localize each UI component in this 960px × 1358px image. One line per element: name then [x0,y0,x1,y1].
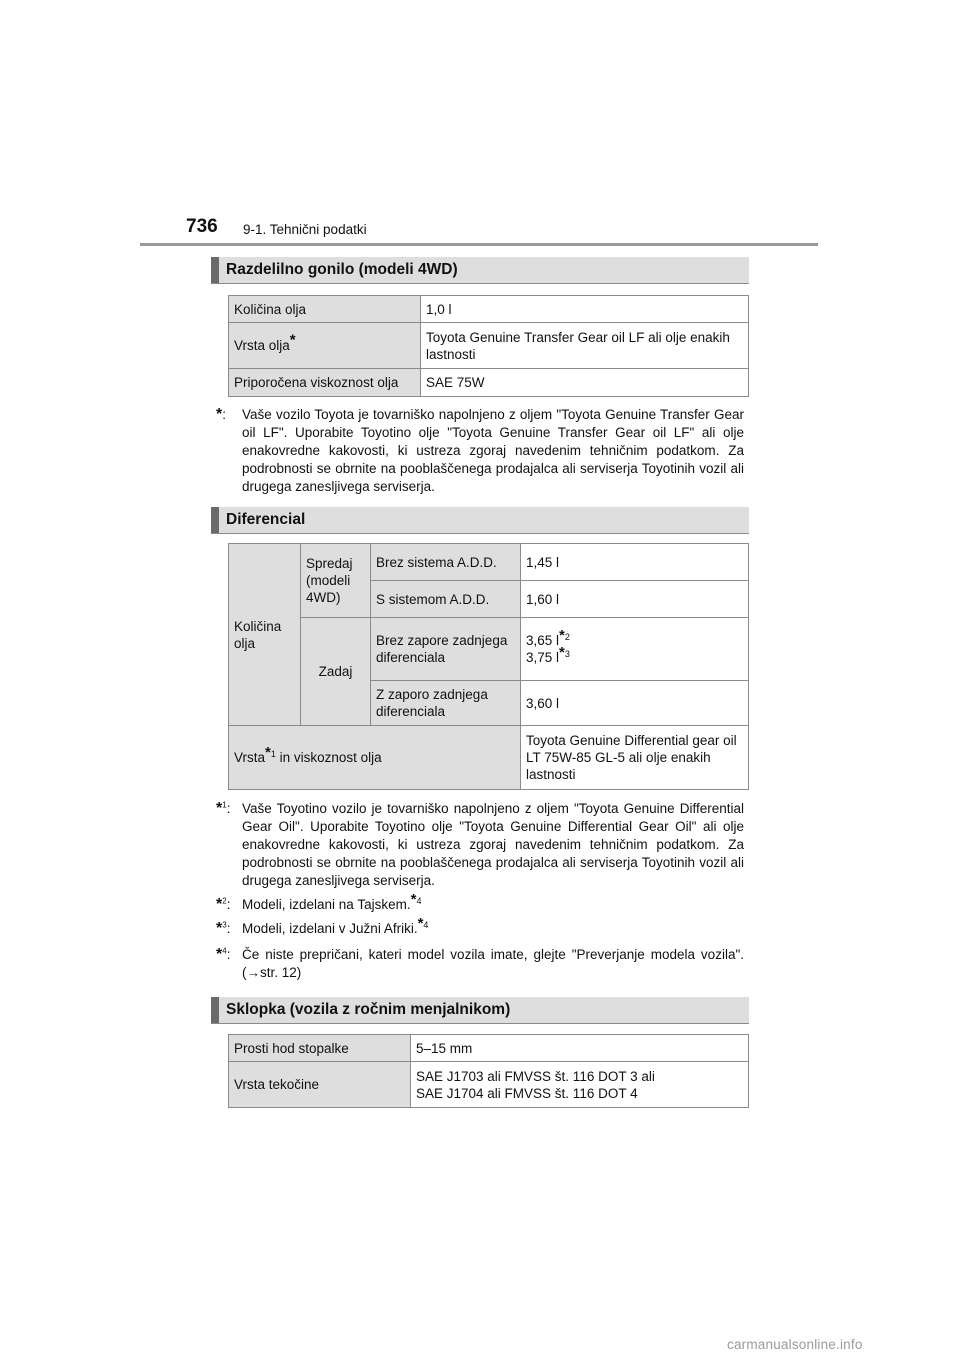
section-heading-transfer [211,257,749,284]
spec-value: Toyota Genuine Differential gear oil LT 75W-85 GL-5 ali olje enakih lastnosti [521,726,749,790]
spec-label: Vrsta tekočine [229,1062,411,1108]
spec-label: Prosti hod stopalke [229,1035,411,1062]
footnote-ref: 3 [564,648,570,659]
footnote-text-main: Modeli, izdelani v Južni Afriki. [242,921,418,936]
spec-value: 1,45 l [521,544,749,581]
condition-label: Brez zapore zadnjega diferenciala [371,618,521,681]
footnote-star: * [417,914,424,932]
footnote-star: * [410,890,417,908]
value-text: 3,65 l [526,633,560,648]
section-heading-bar [211,997,219,1023]
section-heading-bar [211,507,219,533]
spec-value: 1,0 l [421,296,749,323]
table-row [229,726,749,790]
footnote-transfer [216,406,744,496]
table-row [229,544,749,581]
footnote-star: * [216,896,223,913]
footnote-star: * [265,743,271,761]
footnote-marker: *$^3$: [216,920,231,937]
spec-label: Količina olja [229,296,421,323]
value-line [526,643,743,666]
section-heading-title: Sklopka (vozila z ročnim menjalnikom) [226,1001,511,1018]
spec-label [229,323,421,369]
spec-value [521,618,749,681]
value-text: 3,75 l [526,650,560,665]
footnote-ref: 4 [423,919,429,930]
condition-label: Z zaporo zadnjega diferenciala [371,681,521,726]
footnote-marker: *$^4$: [216,946,231,963]
footnote-colon: : [222,407,226,422]
page-number: 736 [186,216,218,237]
front-label: Spredaj (modeli 4WD) [301,544,371,618]
footnote-ref: 2 [222,896,227,906]
value-line: SAE J1703 ali FMVSS št. 116 DOT 3 ali [416,1068,655,1084]
spec-value: 3,60 l [521,681,749,726]
footnote-text [216,914,744,938]
footnote-star: * [216,800,223,817]
footnote-marker: *$^2$: [216,896,231,913]
rear-label: Zadaj [301,618,371,726]
spec-value: 1,60 l [521,581,749,618]
spec-value [411,1062,749,1108]
footnote-ref: 1 [270,748,276,759]
footnote-star: * [216,406,223,423]
section-heading-title: Diferencial [226,511,306,528]
footnote-ref: 2 [564,631,570,642]
section-heading-title: Razdelilno gonilo (modeli 4WD) [226,261,458,278]
chapter-title: 9-1. Tehnični podatki [243,222,367,237]
table-row [229,296,749,323]
footnote-marker: *$^1$: [216,800,231,817]
footnote-star: * [216,920,223,937]
footnote-marker [216,406,226,424]
footnote-star: * [559,626,565,644]
section-heading-clutch [211,997,749,1024]
header-rule [140,243,818,246]
footnote-marker: * [289,331,296,349]
type-label-text: Vrsta [234,750,266,765]
footnote-1 [216,800,744,890]
quantity-label: Količina olja [229,544,301,726]
table-row [229,1035,749,1062]
type-label [229,726,521,790]
table-row [229,1062,749,1108]
spec-value: SAE 75W [421,369,749,397]
footnote-4 [216,946,744,982]
footnote-ref: 1 [222,800,227,810]
footnote-text: Vaše Toyotino vozilo je tovarniško napolnjeno z oljem "Toyota Genuine Differential Gear Oil". Uporabite Toyotino olje "Toyota Genuine Differential Gear Oil" ali olje enakovredne kakovosti, ki ustreza zgoraj navedenim tehničnim podatkom. Za podrobnosti se obrnite na pooblaščenega prodajalca ali serviserja Toyotinih vozil ali drugega zanesljivega serviserja. [242,801,744,888]
spec-label: Priporočena viskoznost olja [229,369,421,397]
footnote-text-main: Modeli, izdelani na Tajskem. [242,897,411,912]
footnote-ref: 3 [222,920,227,930]
spec-value: 5–15 mm [411,1035,749,1062]
footnote-ref: 4 [222,946,227,956]
clutch-spec-table [228,1034,749,1108]
table-row [229,323,749,369]
transfer-spec-table [228,295,749,397]
table-row [229,618,749,681]
condition-label: S sistemom A.D.D. [371,581,521,618]
footnote-star: * [559,643,565,661]
footnote-ref: 4 [416,895,422,906]
condition-label: Brez sistema A.D.D. [371,544,521,581]
spec-value: Toyota Genuine Transfer Gear oil LF ali olje enakih lastnosti [421,323,749,369]
footnote-text [216,890,744,914]
value-line: SAE J1704 ali FMVSS št. 116 DOT 4 [416,1085,638,1101]
footnote-2 [216,890,744,914]
footnote-text: Vaše vozilo Toyota je tovarniško napolnjeno z oljem "Toyota Genuine Transfer Gear oil LF". Uporabite Toyotino olje "Toyota Genuine Transfer Gear oil LF" ali olje enakovredne kakovosti, ki ustreza zgoraj navedenim tehničnim podatkom. Za podrobnosti se obrnite na pooblaščenega prodajalca ali serviserja Toyotinih vozil ali drugega zanesljivega serviserja. [242,407,744,494]
section-heading-bar [211,257,219,283]
section-heading-differential [211,507,749,534]
footnote-text: Če niste prepričani, kateri model vozila imate, glejte "Preverjanje modela vozila". (→str. 12) [242,947,744,980]
spec-label-text: Vrsta olja [234,338,290,353]
footnote-star: * [216,946,223,963]
table-row [229,369,749,397]
watermark: carmanualsonline.info [727,1337,863,1352]
differential-spec-table [228,543,749,790]
footnote-3 [216,914,744,938]
type-label-text: in viskoznost olja [275,750,382,765]
